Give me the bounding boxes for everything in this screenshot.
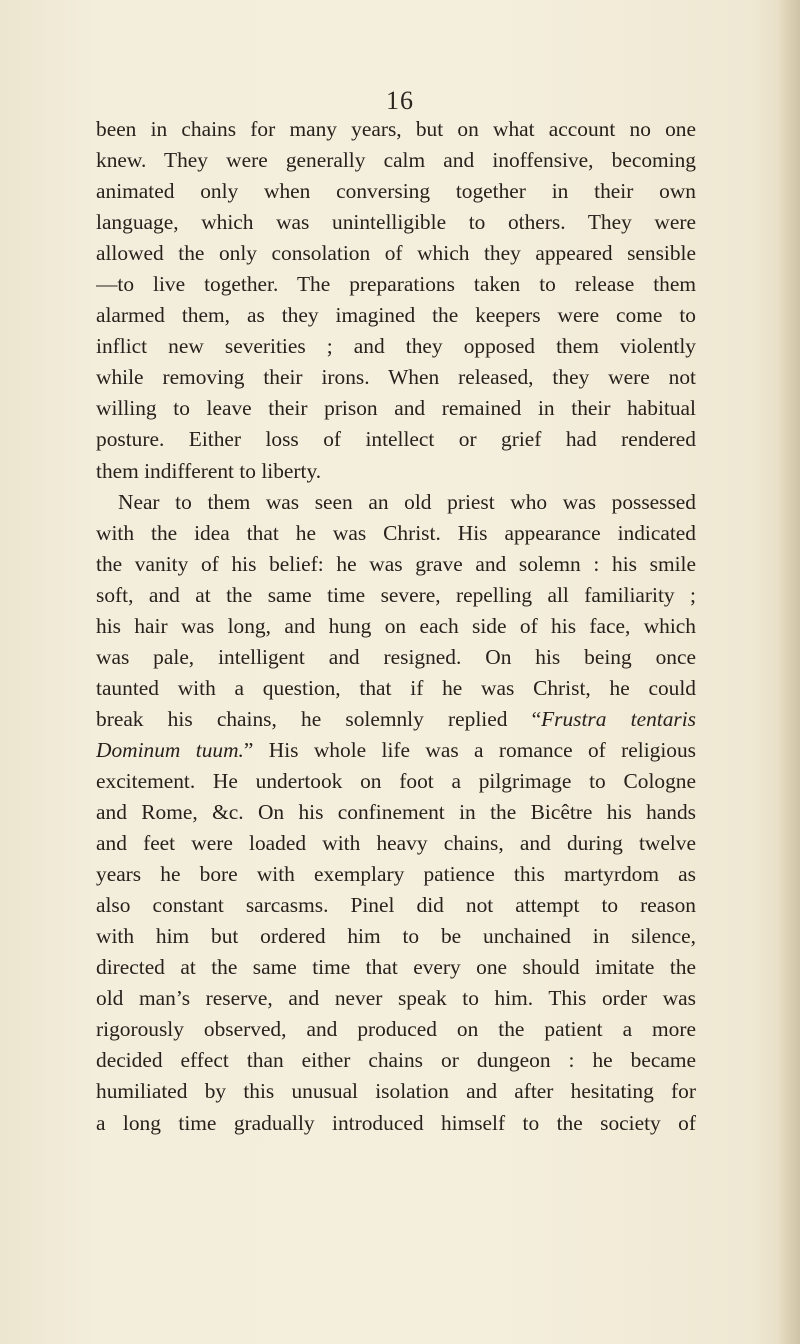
text-line: and Rome, &c. On his confinement in the Bicêtre his hands: [96, 800, 696, 825]
text-line: also constant sarcasms. Pinel did not attempt to reason: [96, 893, 696, 918]
text-line: willing to leave their prison and remained in their habitual: [96, 396, 696, 421]
text-line: the vanity of his belief: he was grave and solemn : his smile: [96, 551, 696, 576]
text-line: humiliated by this unusual isolation and after hesitating for: [96, 1079, 696, 1104]
text-line: years he bore with exemplary patience this martyrdom as: [96, 862, 696, 887]
text-line: rigorously observed, and produced on the patient a more: [96, 1017, 696, 1042]
text-line: and feet were loaded with heavy chains, and during twelve: [96, 831, 696, 856]
latin-quote-end: Dominum tuum.: [96, 737, 244, 762]
text-line-mixed: [96, 735, 696, 766]
text-line: been in chains for many years, but on what account no one: [96, 117, 696, 141]
text-line: —to live together. The preparations taken to release them: [96, 272, 696, 297]
text-line: with the idea that he was Christ. His appearance indicated: [96, 520, 696, 545]
text-line: soft, and at the same time severe, repelling all familiarity ;: [96, 582, 696, 607]
text-line: was pale, intelligent and resigned. On his being once: [96, 644, 696, 669]
text-line: with him but ordered him to be unchained in silence,: [96, 924, 696, 949]
text-line: Near to them was seen an old priest who was possessed: [118, 489, 696, 514]
text-segment: ” His whole life was a romance of religious: [243, 737, 696, 762]
latin-quote: Frustra tentaris: [541, 706, 696, 731]
text-line: inflict new severities ; and they opposed them violently: [96, 334, 696, 359]
body-text: [96, 114, 696, 1139]
text-line-mixed: [96, 704, 696, 735]
text-line: his hair was long, and hung on each side of his face, which: [96, 613, 696, 638]
text-line: decided effect than either chains or dungeon : he became: [96, 1048, 696, 1073]
text-line: taunted with a question, that if he was Christ, he could: [96, 675, 696, 700]
text-line: knew. They were generally calm and inoffensive, becoming: [96, 148, 696, 173]
text-line: alarmed them, as they imagined the keepers were come to: [96, 303, 696, 328]
page-number: 16: [386, 86, 414, 115]
text-line: posture. Either loss of intellect or grief had rendered: [96, 427, 696, 452]
text-line: them indifferent to liberty.: [96, 458, 322, 483]
text-line: excitement. He undertook on foot a pilgrimage to Cologne: [96, 768, 696, 793]
text-line: language, which was unintelligible to others. They were: [96, 210, 696, 235]
text-line: a long time gradually introduced himself to the society of: [96, 1110, 696, 1135]
page-edge-shadow: [778, 0, 800, 1344]
text-segment: break his chains, he solemnly replied “: [96, 706, 542, 731]
text-line: while removing their irons. When released, they were not: [96, 365, 696, 390]
text-line: old man’s reserve, and never speak to him. This order was: [96, 986, 696, 1011]
text-line: allowed the only consolation of which they appeared sensible: [96, 241, 696, 266]
text-line: directed at the same time that every one should imitate the: [96, 955, 696, 980]
text-line: animated only when conversing together in their own: [96, 179, 696, 204]
